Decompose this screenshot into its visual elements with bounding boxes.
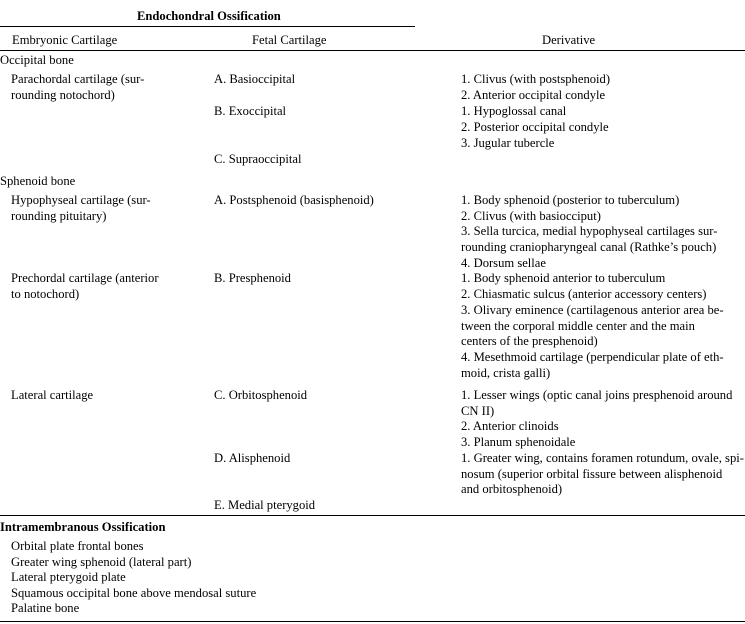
lateral-cartilage: Lateral cartilage	[11, 388, 94, 402]
section-rule	[0, 515, 745, 516]
fetal-postsphenoid: A. Postsphenoid (basisphenoid)	[214, 193, 374, 207]
derivative-item: 1. Greater wing, contains foramen rotundum, ovale, spi- nosum (superior orbital fissure between alisphenoid and orbitosphenoid)	[461, 451, 744, 496]
derivative-item: 3. Jugular tubercle	[461, 136, 555, 150]
derivative-item: 2. Anterior clinoids	[461, 419, 559, 433]
derivative-item: 3. Planum sphenoidale	[461, 435, 576, 449]
derivative-item: 2. Clivus (with basiocciput)	[461, 209, 601, 223]
fetal-alisphenoid: D. Alisphenoid	[214, 451, 291, 465]
sphenoid-heading: Sphenoid bone	[0, 174, 76, 188]
derivative-item: 1. Body sphenoid anterior to tuberculum	[461, 271, 666, 285]
table-title: Endochondral Ossification	[137, 9, 281, 23]
derivative-item: 2. Chiasmatic sulcus (anterior accessory centers)	[461, 287, 707, 301]
list-item: Lateral pterygoid plate	[11, 570, 126, 584]
derivative-item: 4. Mesethmoid cartilage (perpendicular plate of eth- moid, crista galli)	[461, 350, 724, 380]
hypophyseal-cartilage: Hypophyseal cartilage (sur- rounding pituitary)	[11, 193, 151, 223]
list-item: Squamous occipital bone above mendosal suture	[11, 586, 257, 600]
title-rule	[0, 26, 415, 27]
occipital-heading: Occipital bone	[0, 53, 74, 67]
header-fetal: Fetal Cartilage	[252, 33, 327, 47]
derivative-item: 1. Body sphenoid (posterior to tuberculum)	[461, 193, 680, 207]
derivative-item: 2. Posterior occipital condyle	[461, 120, 609, 134]
list-item: Orbital plate frontal bones	[11, 539, 144, 553]
fetal-medial-pterygoid: E. Medial pterygoid	[214, 498, 316, 512]
intramembranous-title: Intramembranous Ossification	[0, 520, 166, 534]
prechordal-cartilage: Prechordal cartilage (anterior to notochord)	[11, 271, 159, 301]
derivative-item: 3. Olivary eminence (cartilagenous anterior area be- tween the corporal middle center and the main centers of the presphenoid)	[461, 303, 724, 348]
parachordal-cartilage: Parachordal cartilage (sur- rounding notochord)	[11, 72, 145, 102]
derivative-item: 1. Hypoglossal canal	[461, 104, 567, 118]
derivative-item: 1. Lesser wings (optic canal joins presphenoid around CN II)	[461, 388, 733, 418]
bottom-rule	[0, 621, 745, 622]
list-item: Palatine bone	[11, 601, 80, 615]
fetal-exoccipital: B. Exoccipital	[214, 104, 287, 118]
derivative-item: 3. Sella turcica, medial hypophyseal cartilages sur- rounding craniopharyngeal canal (Rathke’s pouch)	[461, 224, 718, 254]
header-derivative: Derivative	[542, 33, 596, 47]
header-embryonic: Embryonic Cartilage	[12, 33, 118, 47]
fetal-basioccipital: A. Basioccipital	[214, 72, 296, 86]
list-item: Greater wing sphenoid (lateral part)	[11, 555, 192, 569]
derivative-item: 4. Dorsum sellae	[461, 256, 546, 270]
fetal-presphenoid: B. Presphenoid	[214, 271, 291, 285]
derivative-item: 2. Anterior occipital condyle	[461, 88, 606, 102]
fetal-orbitosphenoid: C. Orbitosphenoid	[214, 388, 308, 402]
fetal-supraoccipital: C. Supraoccipital	[214, 152, 302, 166]
header-rule	[0, 50, 745, 51]
derivative-item: 1. Clivus (with postsphenoid)	[461, 72, 611, 86]
